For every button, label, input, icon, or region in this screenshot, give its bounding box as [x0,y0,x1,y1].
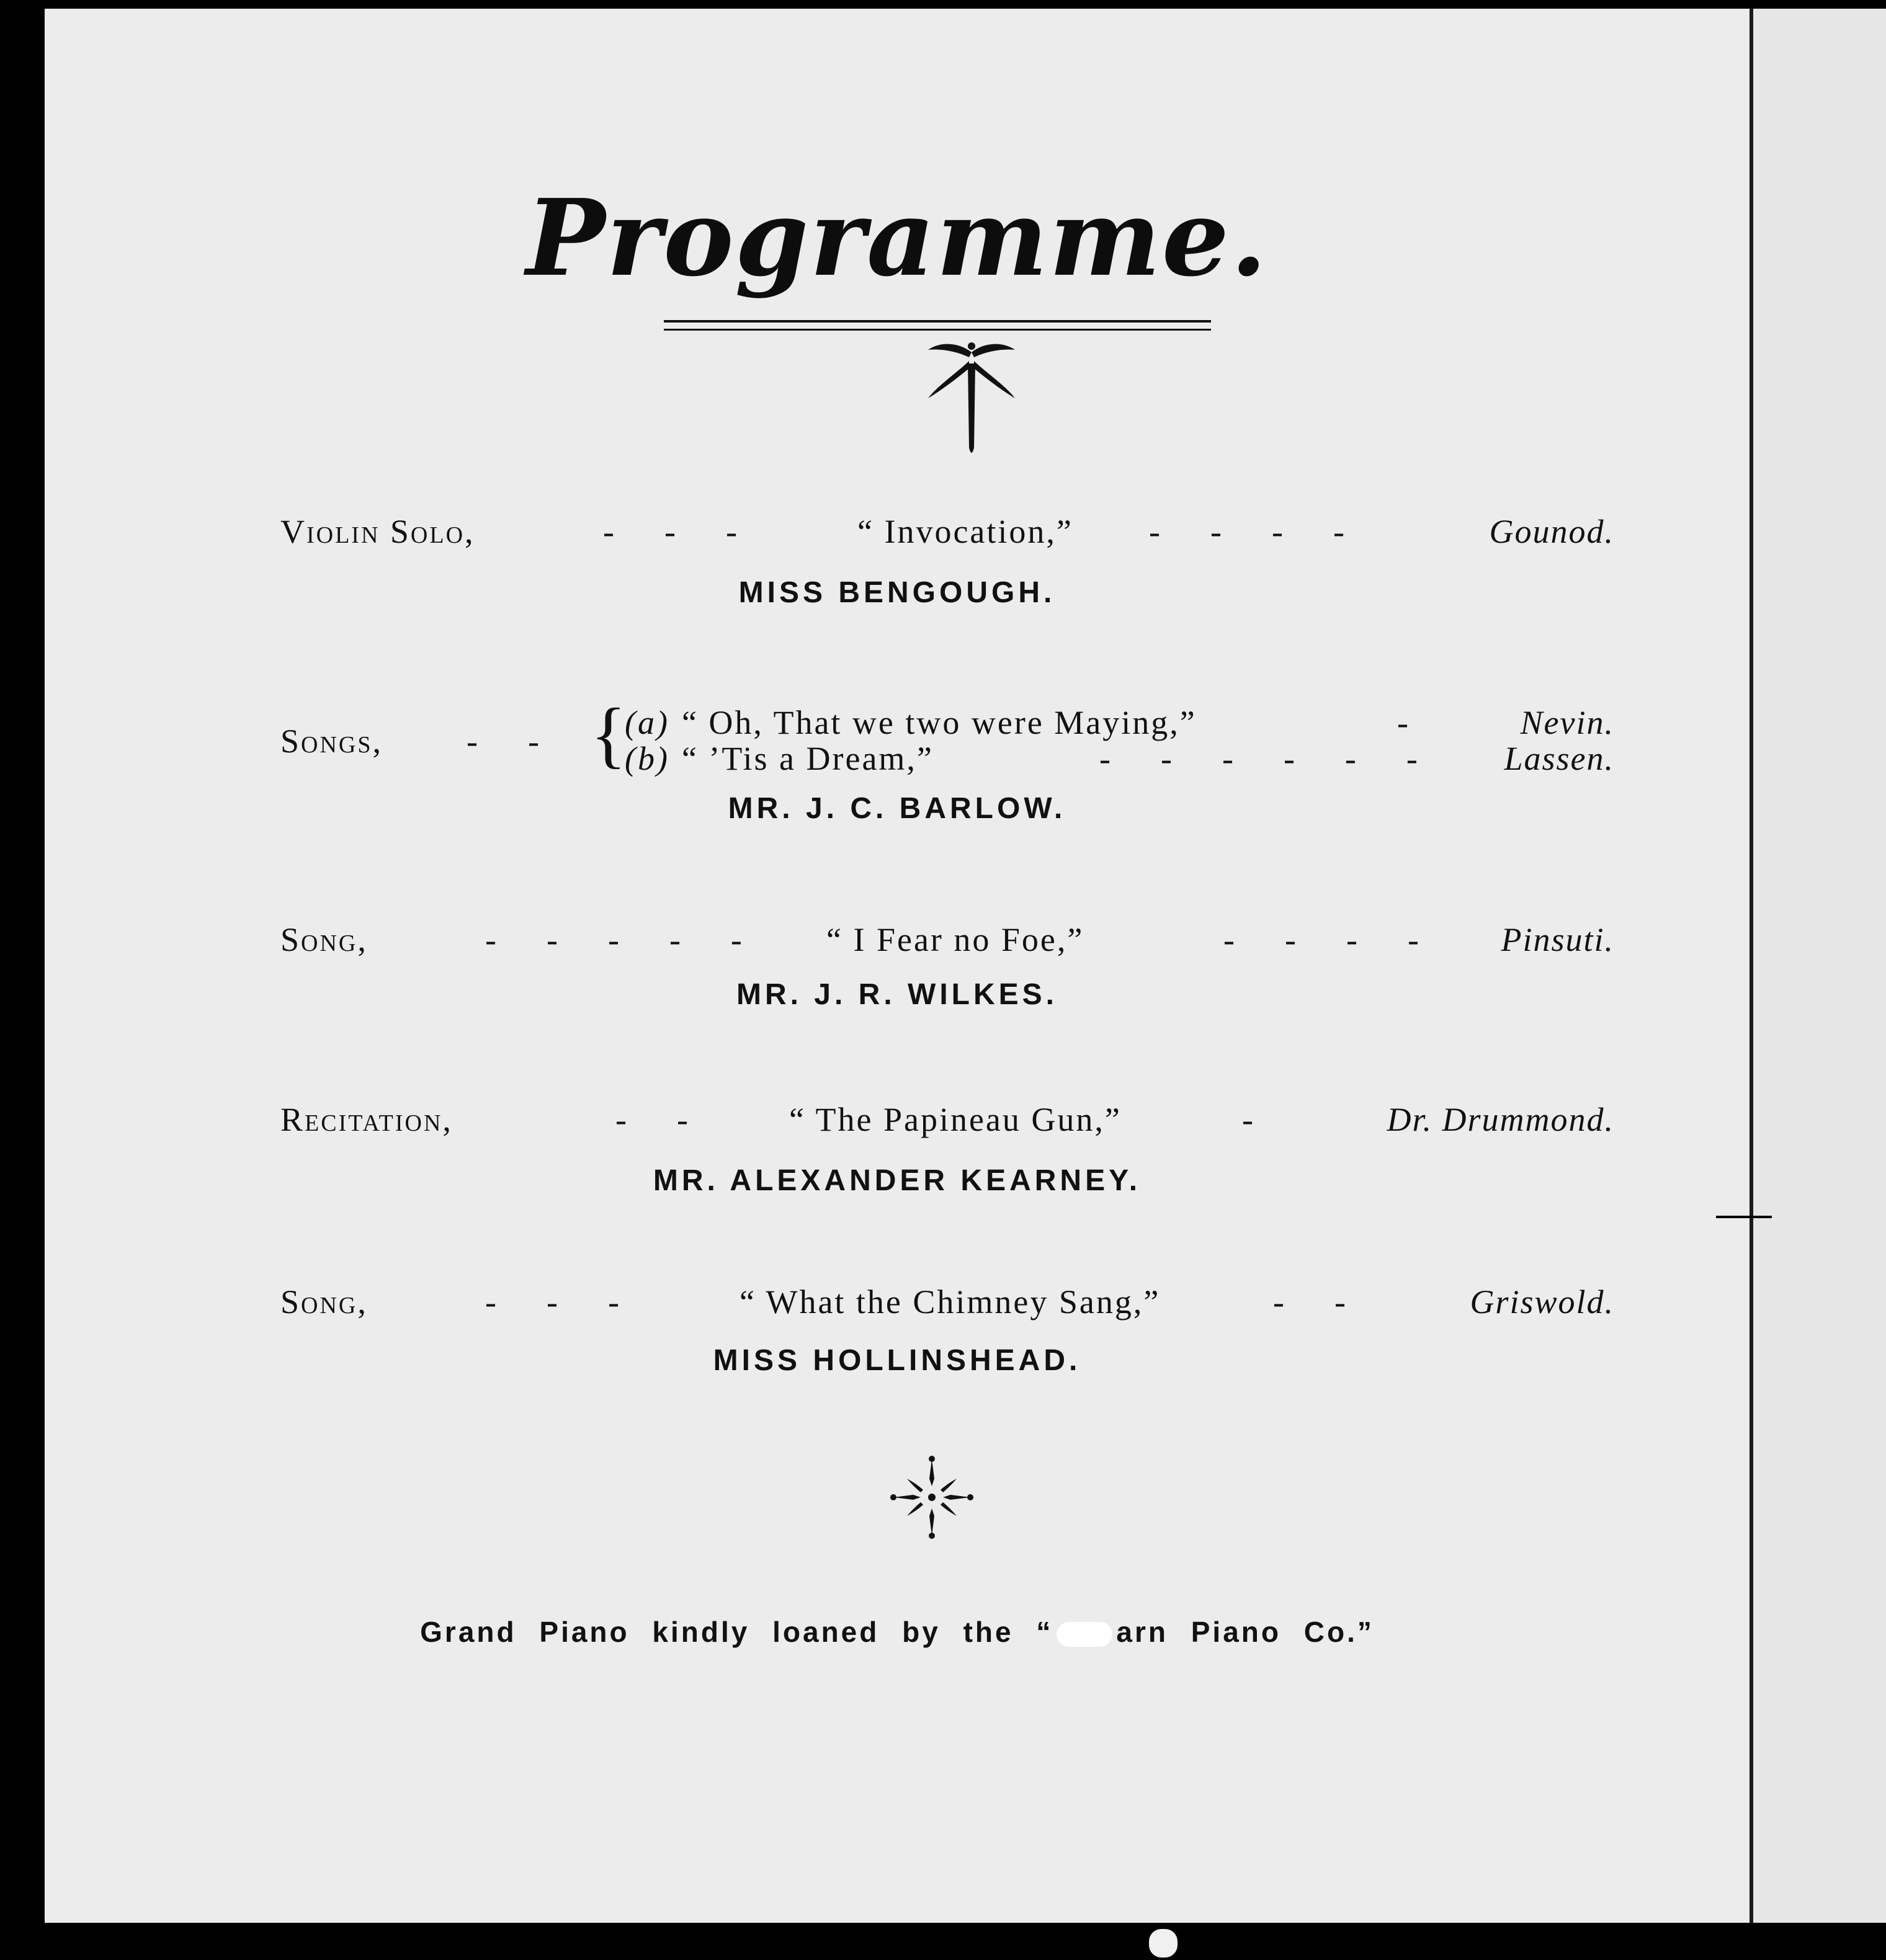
composer: Dr. Drummond. [1387,1101,1614,1138]
title-rule-lower [664,329,1211,331]
programme-item-violin-solo [280,512,1614,562]
work-title-b [625,739,934,778]
leader-dashes: - - [1273,1283,1346,1321]
work-title-a [625,703,1197,742]
item-label: Recitation, [280,1101,453,1138]
drop-ornament-icon [909,336,1034,460]
leader-dashes: - - [467,723,539,760]
part-mark: (b) [625,740,669,777]
work-title: “ Invocation,” [857,513,1073,550]
page-title: Programme. [525,176,1269,300]
star-ornament-icon [888,1454,975,1541]
composer: Griswold. [1470,1283,1614,1321]
leader-dashes: - - - - - [485,921,742,958]
work-title: “ What the Chimney Sang,” [740,1283,1161,1321]
piano-credit-after: arn Piano Co.” [1116,1616,1374,1648]
leader-dashes: - - [615,1101,688,1138]
work-title: “ The Papineau Gun,” [789,1101,1122,1138]
performer-name: MR. ALEXANDER KEARNEY. [653,1164,1142,1197]
leader-dashes: - - - [485,1283,619,1321]
programme-item-songs [280,693,1614,796]
piano-credit-before: Grand Piano kindly loaned by the “ [420,1616,1053,1648]
piano-credit-note [45,1615,1750,1649]
item-label: Songs, [280,723,383,760]
part-work: “ Oh, That we two were Maying,” [681,704,1197,741]
performer-name: MISS HOLLINSHEAD. [713,1344,1081,1377]
leader-dashes: - - - [603,513,737,550]
composer: Gounod. [1489,513,1614,550]
composer: Nevin. [1520,704,1614,741]
composer: Pinsuti. [1501,921,1614,958]
leader-dashes: - [1242,1101,1253,1138]
damaged-spot [1057,1622,1112,1647]
brace-icon: { [591,693,627,775]
performer-name: MISS BENGOUGH. [738,576,1056,609]
part-mark: (a) [625,704,669,741]
work-title: “ I Fear no Foe,” [826,921,1084,958]
performer-name: MR. J. C. BARLOW. [728,792,1066,825]
leader-dashes: - - - - [1223,921,1419,958]
performer-name: MR. J. R. WILKES. [736,978,1058,1011]
item-label: Violin Solo, [280,513,475,550]
adjacent-page-strip [1753,9,1886,1923]
item-label: Song, [280,921,368,958]
scan-mark [1716,1216,1772,1218]
leader-dashes: - [1397,704,1408,741]
programme-item-song-griswold [280,1283,1614,1332]
scan-mark [1149,1929,1178,1958]
title-rule-upper [664,320,1211,323]
programme-item-recitation [280,1100,1614,1150]
item-label: Song, [280,1283,368,1321]
leader-dashes: - - - - [1149,513,1344,550]
programme-page [45,9,1750,1923]
programme-item-song-pinsuti [280,920,1614,970]
composer: Lassen. [1504,740,1614,777]
part-work: “ ’Tis a Dream,” [681,740,934,777]
leader-dashes: - - - - - - [1099,740,1418,777]
